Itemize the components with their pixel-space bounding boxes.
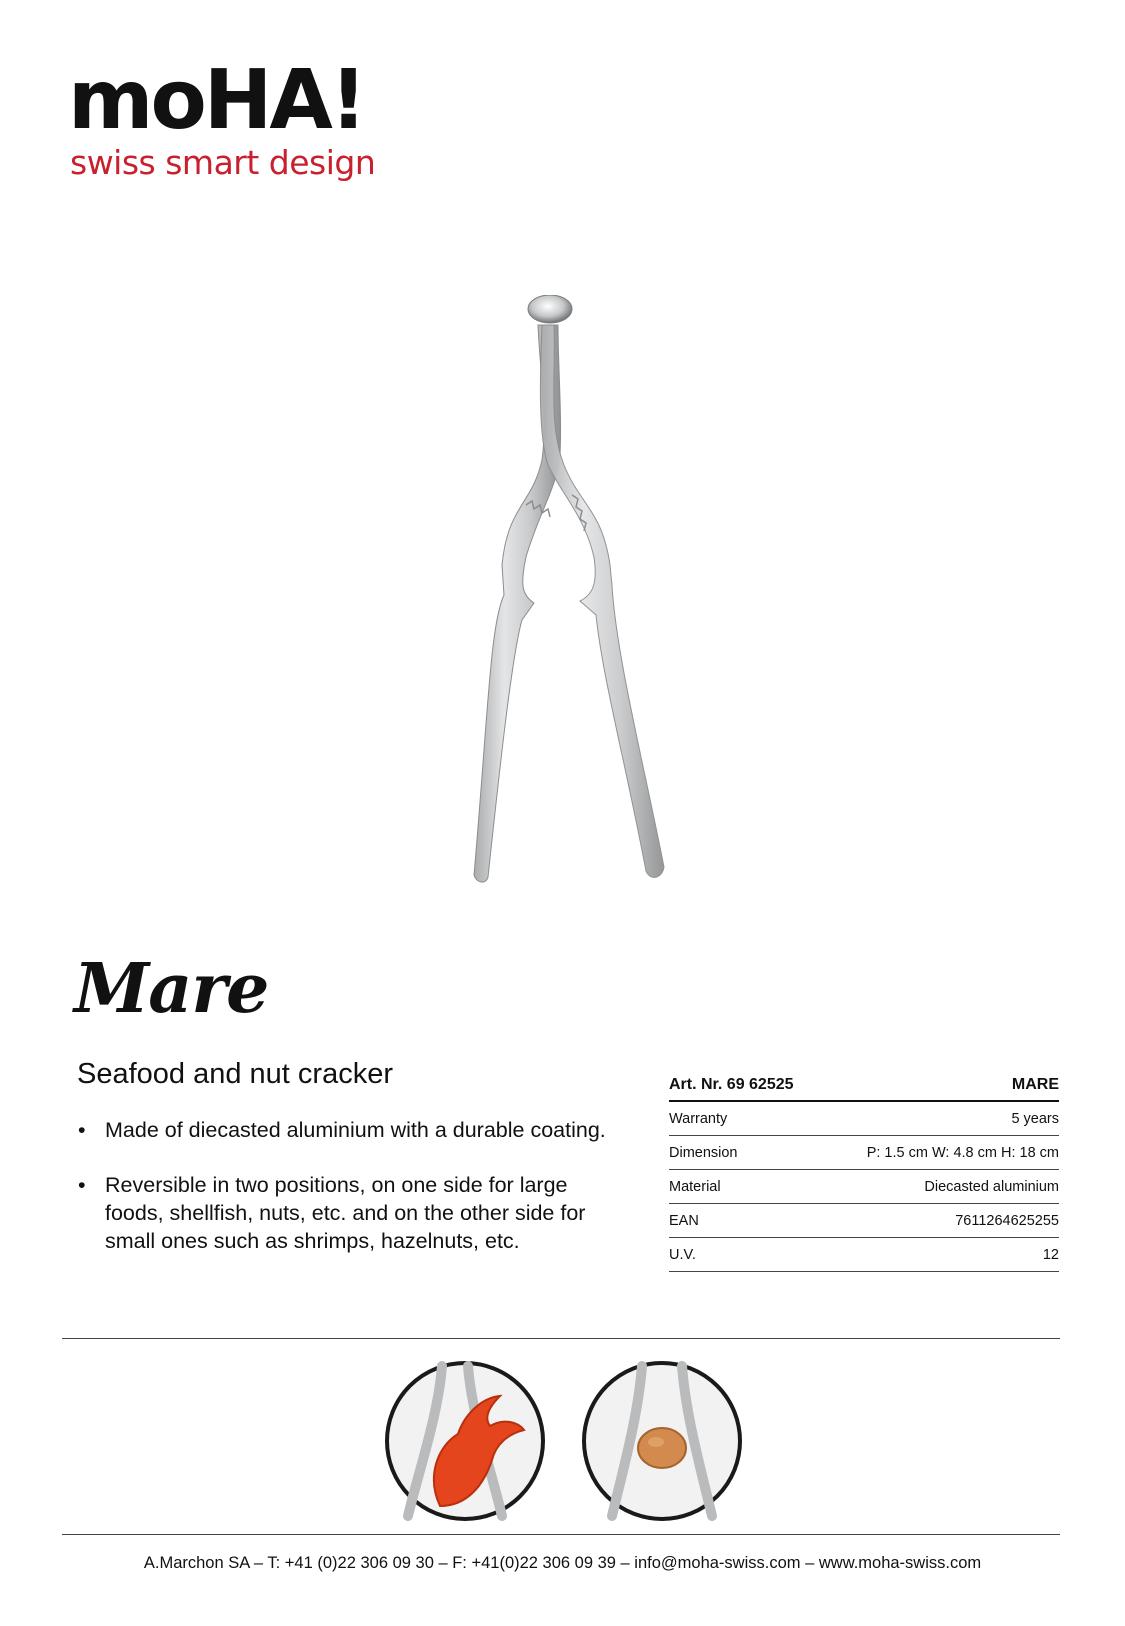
spec-header-row	[669, 1070, 1059, 1101]
product-image	[430, 295, 690, 895]
feature-item	[78, 1171, 618, 1255]
feature-list	[78, 1116, 618, 1282]
spec-value: 12	[822, 1238, 1059, 1272]
usage-icons	[380, 1356, 760, 1526]
bullet: •	[78, 1173, 86, 1197]
spec-value: Diecasted aluminium	[822, 1170, 1059, 1204]
divider	[62, 1534, 1060, 1535]
feature-text: Made of diecasted aluminium with a durable coating.	[105, 1118, 606, 1142]
divider	[62, 1338, 1060, 1339]
footer-contact: A.Marchon SA – T: +41 (0)22 306 09 30 – F: +41(0)22 306 09 39 – info@moha-swiss.com – www.moha-swiss.com	[143, 1554, 982, 1572]
feature-item	[78, 1116, 618, 1144]
brand-logo: moHA!	[68, 53, 365, 148]
spec-label: EAN	[669, 1204, 822, 1238]
spec-value: 7611264625255	[822, 1204, 1059, 1238]
spec-label: Dimension	[669, 1136, 822, 1170]
article-name: MARE	[822, 1070, 1059, 1101]
table-row	[669, 1170, 1059, 1204]
table-row	[669, 1238, 1059, 1272]
product-name: Mare	[74, 949, 269, 1029]
product-subtitle: Seafood and nut cracker	[77, 1058, 393, 1090]
bullet: •	[78, 1118, 86, 1142]
lobster-claw-icon	[387, 1363, 543, 1519]
table-row	[669, 1101, 1059, 1136]
spec-table	[669, 1070, 1059, 1272]
spec-value: 5 years	[822, 1101, 1059, 1136]
spec-label: Warranty	[669, 1101, 822, 1136]
brand-tagline: swiss smart design	[70, 143, 376, 182]
spec-label: Material	[669, 1170, 822, 1204]
spec-label: U.V.	[669, 1238, 822, 1272]
nut-icon	[584, 1363, 740, 1519]
spec-value: P: 1.5 cm W: 4.8 cm H: 18 cm	[822, 1136, 1059, 1170]
table-row	[669, 1204, 1059, 1238]
table-row	[669, 1136, 1059, 1170]
article-number: Art. Nr. 69 62525	[669, 1070, 822, 1101]
feature-text: Reversible in two positions, on one side for large foods, shellfish, nuts, etc. and on the other side for small ones such as shrimps, hazelnuts, etc.	[105, 1173, 586, 1253]
